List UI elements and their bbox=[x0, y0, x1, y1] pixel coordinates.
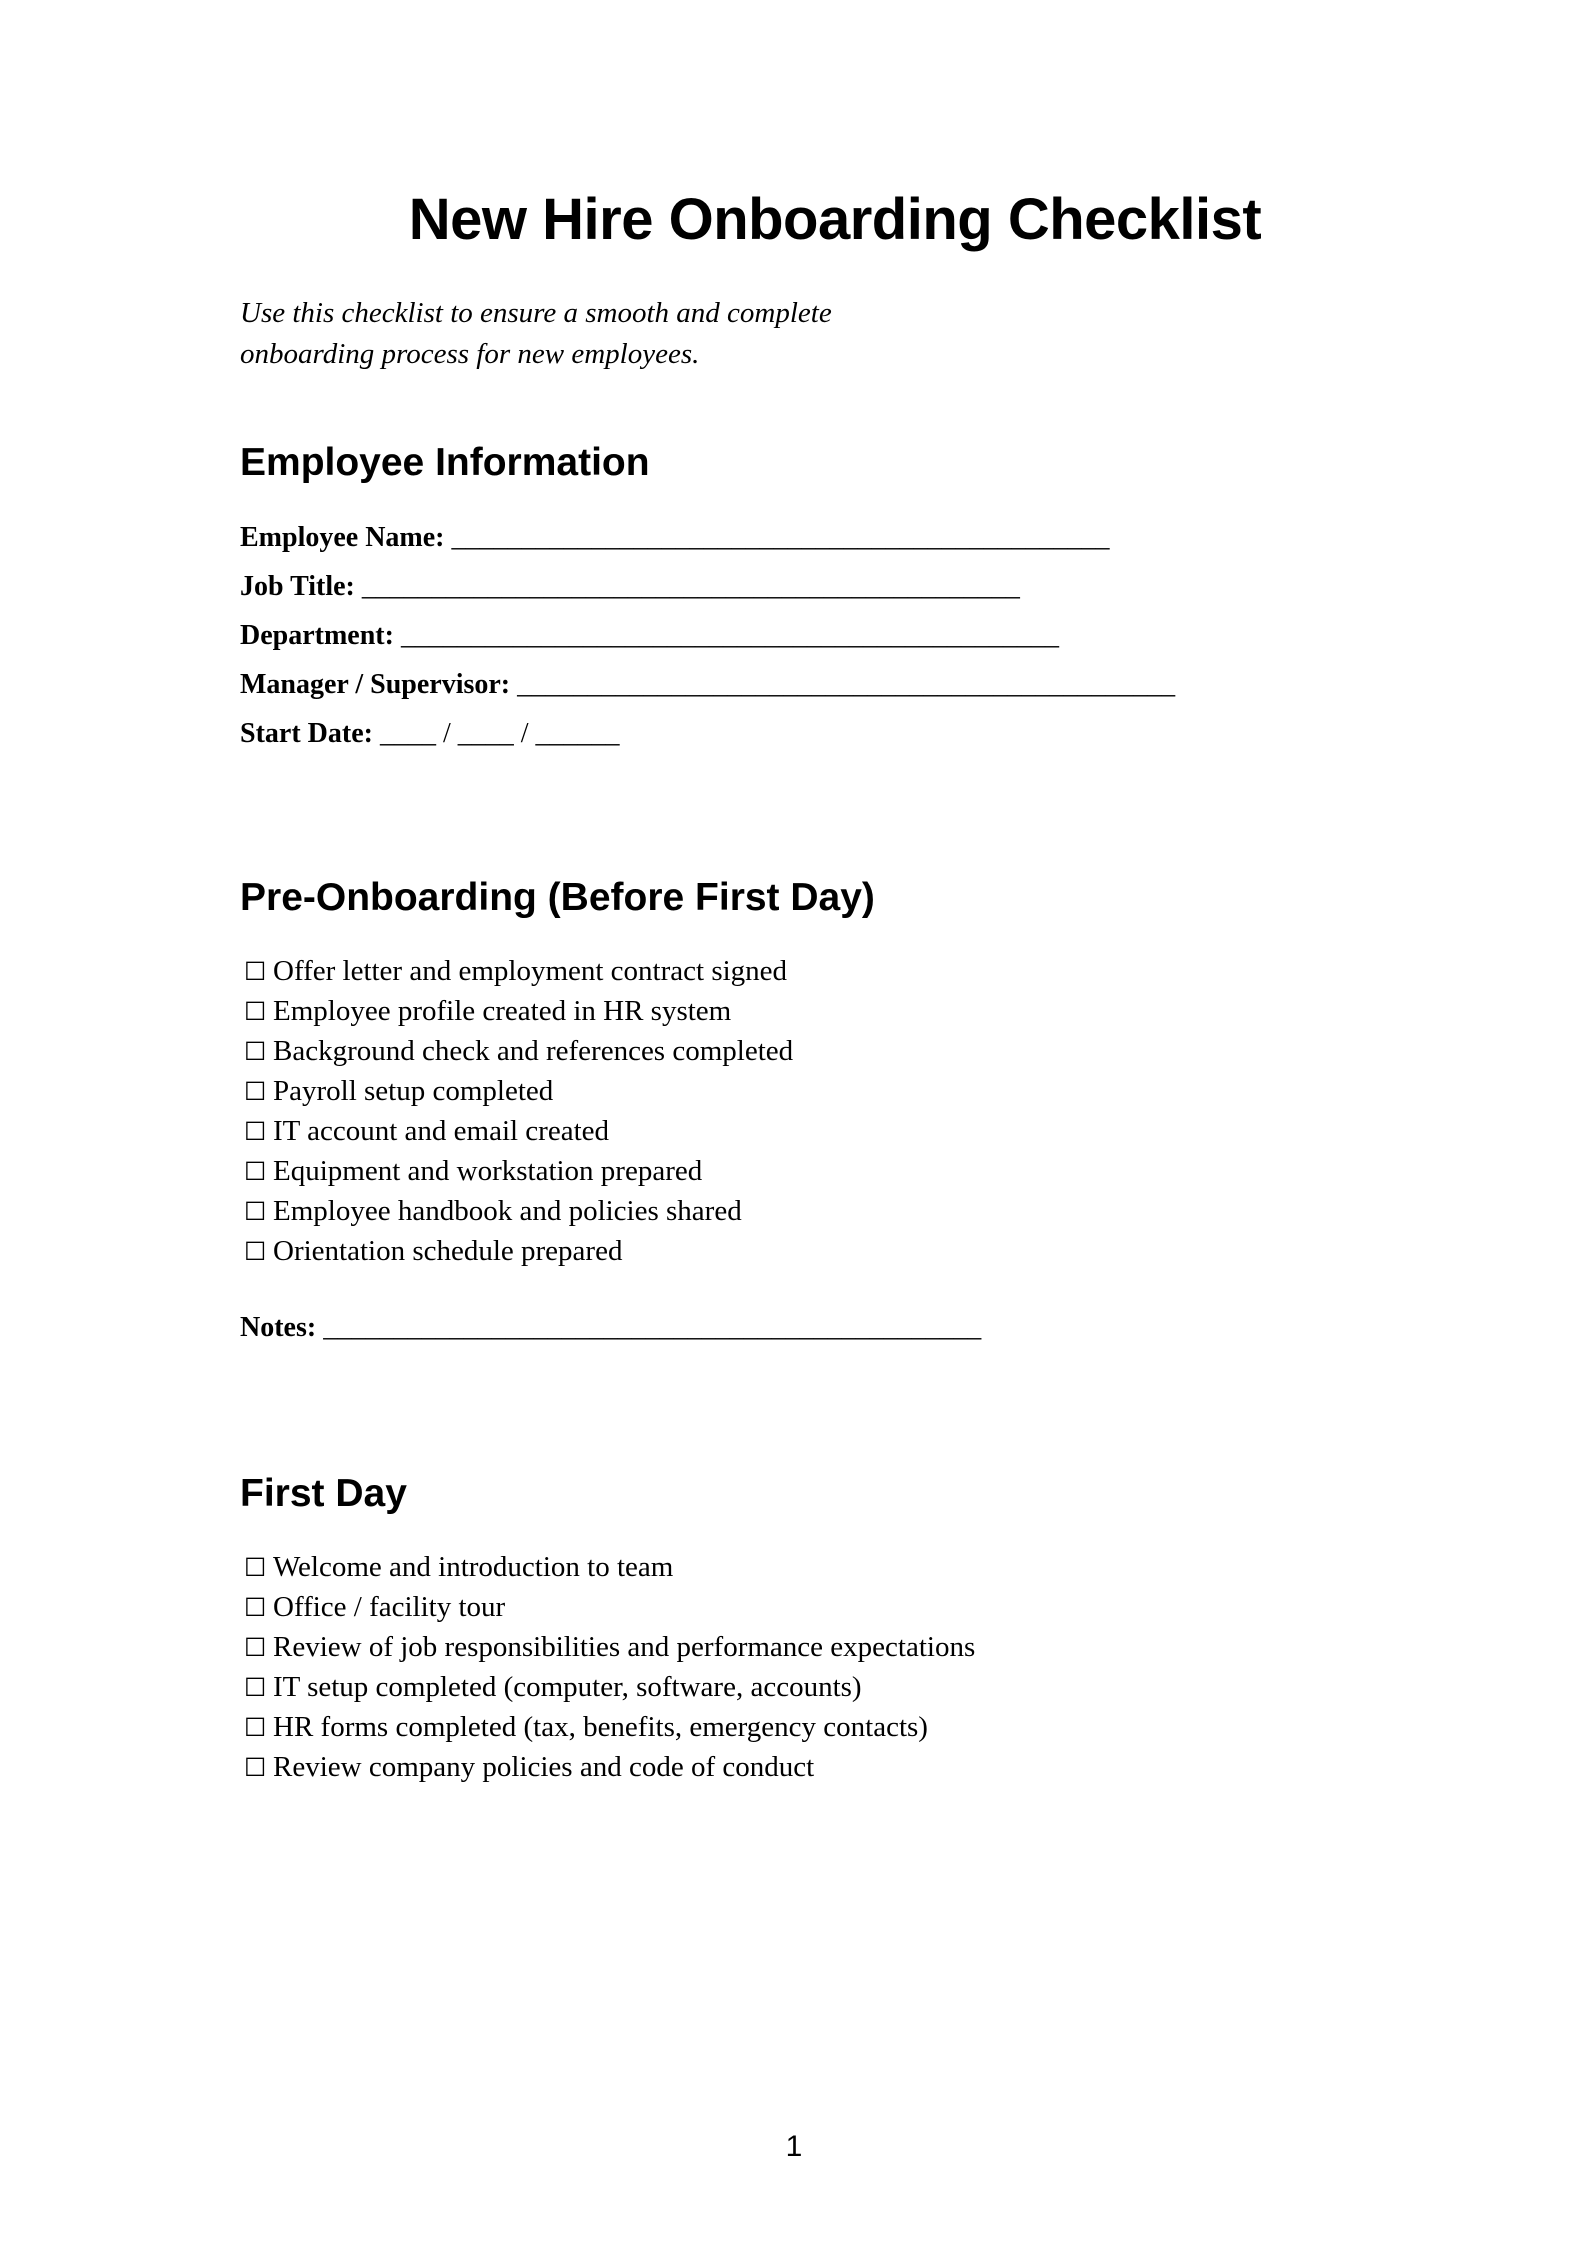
checklist-item-label: Equipment and workstation prepared bbox=[273, 1154, 703, 1187]
checklist-item-label: Employee handbook and policies shared bbox=[273, 1194, 742, 1227]
section-heading-pre-onboarding: Pre-Onboarding (Before First Day) bbox=[240, 876, 875, 920]
checklist-item-label: HR forms completed (tax, benefits, emergency contacts) bbox=[273, 1710, 928, 1743]
field-label-start-date: Start Date: bbox=[240, 718, 373, 750]
field-input-department[interactable]: _______________________________________________ bbox=[400, 620, 1059, 652]
field-start-date bbox=[240, 699, 1420, 748]
section-heading-first-day: First Day bbox=[240, 1471, 407, 1515]
checklist-item[interactable] bbox=[244, 954, 1420, 987]
checklist-item[interactable] bbox=[244, 1226, 1420, 1266]
checkbox-icon[interactable]: ☐ bbox=[244, 1592, 267, 1622]
checkbox-icon[interactable]: ☐ bbox=[244, 956, 267, 986]
field-label-notes: Notes: bbox=[240, 1311, 317, 1343]
checklist-item[interactable] bbox=[244, 1146, 1420, 1186]
field-label-employee-name: Employee Name: bbox=[240, 522, 445, 554]
checklist-item-label: Review company policies and code of conduct bbox=[273, 1750, 815, 1783]
field-input-job-title[interactable]: _______________________________________________ bbox=[361, 571, 1020, 603]
checklist-item-label: Orientation schedule prepared bbox=[273, 1234, 623, 1267]
start-date-separator-2: / bbox=[520, 718, 529, 750]
checklist-item-label: Review of job responsibilities and performance expectations bbox=[273, 1630, 976, 1663]
checklist-item-label: Offer letter and employment contract signed bbox=[273, 954, 788, 987]
field-employee-name bbox=[240, 524, 1420, 552]
checklist-item[interactable] bbox=[244, 1186, 1420, 1226]
field-manager-supervisor bbox=[240, 650, 1420, 699]
checkbox-icon[interactable]: ☐ bbox=[244, 1712, 267, 1742]
start-date-separator-1: / bbox=[442, 718, 451, 750]
checklist-item[interactable] bbox=[244, 1026, 1420, 1066]
checklist-item-label: Payroll setup completed bbox=[273, 1074, 554, 1107]
field-input-start-date-day[interactable]: ____ bbox=[457, 718, 514, 750]
document-intro-text: Use this checklist to ensure a smooth and complete onboarding process for new employees. bbox=[240, 296, 832, 371]
checklist-first-day bbox=[240, 1517, 1420, 1782]
checkbox-icon[interactable]: ☐ bbox=[244, 1196, 267, 1226]
checklist-item[interactable] bbox=[244, 1662, 1420, 1702]
field-input-start-date-month[interactable]: ____ bbox=[379, 718, 436, 750]
checklist-item[interactable] bbox=[244, 1106, 1420, 1146]
checklist-item-label: IT account and email created bbox=[273, 1114, 610, 1147]
checklist-item[interactable] bbox=[244, 1550, 1420, 1583]
checklist-item[interactable] bbox=[244, 986, 1420, 1026]
checklist-item-label: Employee profile created in HR system bbox=[273, 994, 732, 1027]
field-notes bbox=[240, 1266, 1420, 1342]
checklist-item-label: IT setup completed (computer, software, accounts) bbox=[273, 1670, 862, 1703]
checkbox-icon[interactable]: ☐ bbox=[244, 1156, 267, 1186]
checklist-item[interactable] bbox=[244, 1066, 1420, 1106]
field-department bbox=[240, 601, 1420, 650]
checkbox-icon[interactable]: ☐ bbox=[244, 1076, 267, 1106]
field-input-notes[interactable]: _______________________________________________ bbox=[323, 1311, 982, 1343]
checkbox-icon[interactable]: ☐ bbox=[244, 1752, 267, 1782]
section-heading-employee-information: Employee Information bbox=[240, 441, 650, 485]
employee-information-fields bbox=[240, 486, 1420, 748]
field-input-manager-supervisor[interactable]: _______________________________________________ bbox=[517, 669, 1176, 701]
page-title: New Hire Onboarding Checklist bbox=[408, 187, 1262, 252]
checkbox-icon[interactable]: ☐ bbox=[244, 1036, 267, 1066]
field-label-department: Department: bbox=[240, 620, 394, 652]
checkbox-icon[interactable]: ☐ bbox=[244, 1236, 267, 1266]
field-label-job-title: Job Title: bbox=[240, 571, 355, 603]
checklist-item[interactable] bbox=[244, 1622, 1420, 1662]
checklist-item-label: Office / facility tour bbox=[273, 1590, 506, 1623]
checkbox-icon[interactable]: ☐ bbox=[244, 1116, 267, 1146]
checklist-pre-onboarding bbox=[240, 921, 1420, 1266]
field-label-manager-supervisor: Manager / Supervisor: bbox=[240, 669, 511, 701]
checklist-item[interactable] bbox=[244, 1702, 1420, 1742]
field-job-title bbox=[240, 552, 1420, 601]
checklist-item[interactable] bbox=[244, 1582, 1420, 1622]
checkbox-icon[interactable]: ☐ bbox=[244, 996, 267, 1026]
document-content bbox=[240, 0, 1420, 1782]
field-input-employee-name[interactable]: _______________________________________________ bbox=[451, 522, 1110, 554]
checklist-item-label: Background check and references completed bbox=[273, 1034, 794, 1067]
checkbox-icon[interactable]: ☐ bbox=[244, 1632, 267, 1662]
checkbox-icon[interactable]: ☐ bbox=[244, 1672, 267, 1702]
page-number: 1 bbox=[785, 2130, 803, 2163]
checklist-item[interactable] bbox=[244, 1742, 1420, 1782]
field-input-start-date-year[interactable]: ______ bbox=[535, 718, 620, 750]
checklist-item-label: Welcome and introduction to team bbox=[273, 1550, 674, 1583]
checkbox-icon[interactable]: ☐ bbox=[244, 1552, 267, 1582]
